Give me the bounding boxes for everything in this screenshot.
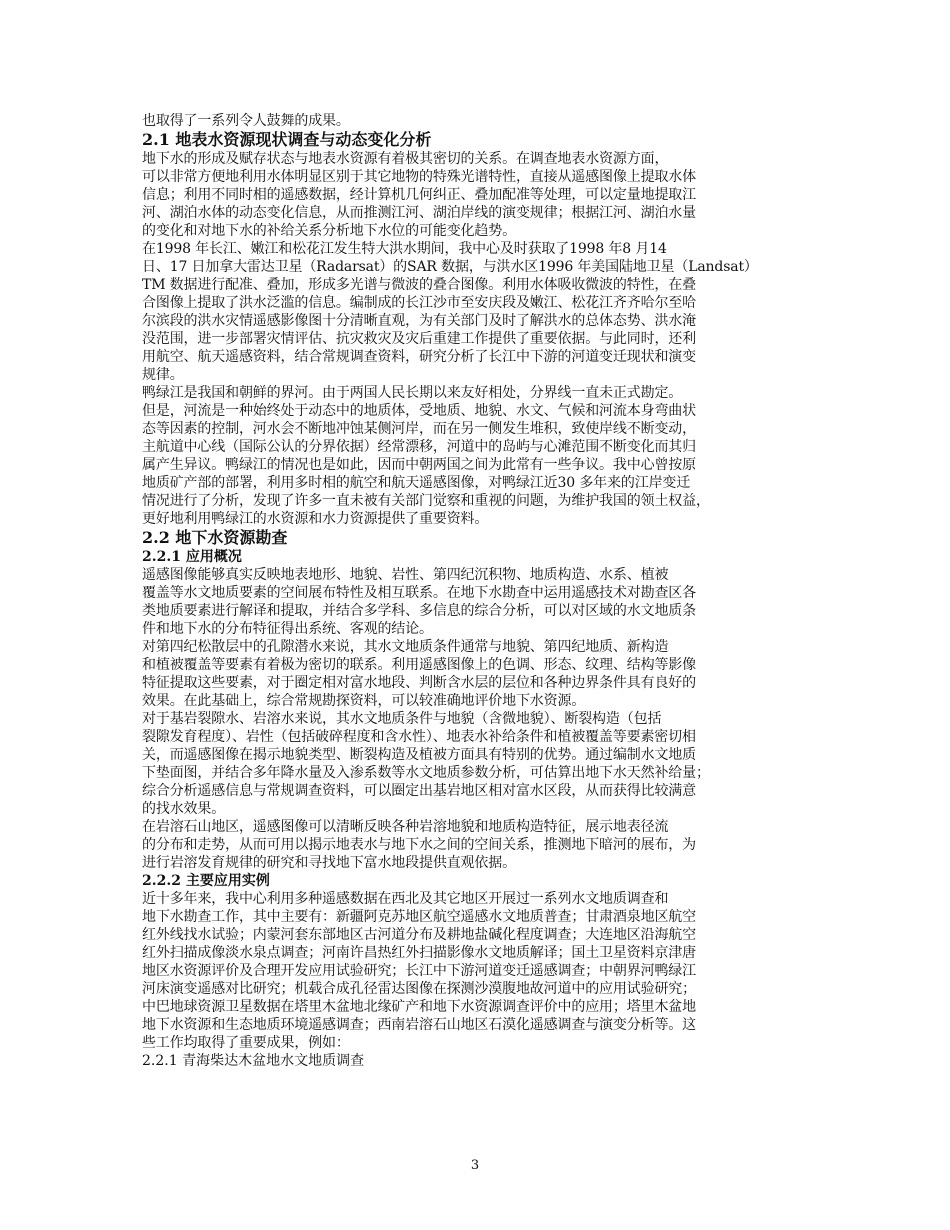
text-line: 地下水资源和生态地质环境遥感调查；西南岩溶石山地区石漠化遥感调查与演变分析等。这 [142, 1017, 696, 1033]
text-line: 红外扫描成像淡水泉点调查；河南许昌热红外扫描影像水文地质解译；国土卫星资料京津唐 [142, 945, 696, 961]
text-line: 近十多年来，我中心利用多种遥感数据在西北及其它地区开展过一系列水文地质调查和 [142, 891, 669, 907]
text-line: 的分布和走势，从而可用以揭示地表水与地下水之间的空间关系，推测地下暗河的展布，为 [142, 837, 696, 853]
text-line: 用航空、航天遥感资料，结合常规调查资料，研究分析了长江中下游的河道变迁现状和演变 [142, 349, 696, 365]
text-line: 信息；利用不同时相的遥感数据，经计算机几何纠正、叠加配准等处理，可以定量地提取江 [142, 187, 696, 203]
text-line: 综合分析遥感信息与常规调查资料，可以圈定出基岩地区相对富水区段，从而获得比较满意 [142, 783, 696, 799]
text-line: 裂隙发育程度）、岩性（包括破碎程度和含水性）、地表水补给条件和植被覆盖等要素密切相 [142, 729, 696, 745]
text-line: 进行岩溶发育规律的研究和寻找地下富水地段提供直观依据。 [142, 855, 516, 871]
text-line: 日、17 日加拿大雷达卫星（Radarsat）的SAR 数据，与洪水区1996 年美国陆地卫星（Landsat） [142, 259, 758, 275]
section-heading-2-1: 2.1 地表水资源现状调查与动态变化分析 [142, 130, 432, 149]
text-line: 也取得了一系列令人鼓舞的成果。 [142, 113, 350, 129]
text-line: 中巴地球资源卫星数据在塔里木盆地北缘矿产和地下水资源调查评价中的应用；塔里木盆地 [142, 999, 696, 1015]
text-line: 的找水效果。 [142, 801, 226, 817]
text-line: 更好地利用鸭绿江的水资源和水力资源提供了重要资料。 [142, 511, 489, 527]
text-line: 鸭绿江是我国和朝鲜的界河。由于两国人民长期以来友好相处，分界线一直未正式勘定。 [142, 385, 683, 401]
text-line: 合图像上提取了洪水泛滥的信息。编制成的长江沙市至安庆段及嫩江、松花江齐齐哈尔至哈 [142, 295, 696, 311]
text-line: 在岩溶石山地区，遥感图像可以清晰反映各种岩溶地貌和地质构造特征，展示地表径流 [142, 819, 669, 835]
text-line: 特征提取这些要素，对于圈定相对富水地段、判断含水层的层位和各种边界条件具有良好的 [142, 675, 696, 691]
text-line: 地下水勘查工作，其中主要有：新疆阿克苏地区航空遥感水文地质普查；甘肃酒泉地区航空 [142, 909, 696, 925]
text-line: 红外线找水试验；内蒙河套东部地区古河道分布及耕地盐碱化程度调查；大连地区沿海航空 [142, 927, 696, 943]
text-line: 河、湖泊水体的动态变化信息，从而推测江河、湖泊岸线的演变规律；根据江河、湖泊水量 [142, 205, 696, 221]
text-line: 态等因素的控制，河水会不断地冲蚀某侧河岸，而在另一侧发生堆积，致使岸线不断变动， [142, 421, 696, 437]
text-line: 主航道中心线（国际公认的分界依据）经常漂移，河道中的岛屿与心滩范围不断变化而其归 [142, 439, 696, 455]
text-line: 属产生异议。鸭绿江的情况也是如此，因而中朝两国之间为此常有一些争议。我中心曾按原 [142, 457, 696, 473]
document-body [142, 112, 812, 1070]
subsection-heading-qinghai: 2.2.1 青海柴达木盆地水文地质调查 [142, 1053, 365, 1069]
text-line: 可以非常方便地利用水体明显区别于其它地物的特殊光谱特性，直接从遥感图像上提取水体 [142, 169, 696, 185]
text-line: 河床演变遥感对比研究；机载合成孔径雷达图像在探测沙漠腹地故河道中的应用试验研究； [142, 981, 696, 997]
text-line: 但是，河流是一种始终处于动态中的地质体，受地质、地貌、水文、气候和河流本身弯曲状 [142, 403, 696, 419]
text-line: 覆盖等水文地质要素的空间展布特性及相互联系。在地下水勘查中运用遥感技术对勘查区各 [142, 585, 696, 601]
text-line: 对第四纪松散层中的孔隙潜水来说，其水文地质条件通常与地貌、第四纪地质、新构造 [142, 639, 669, 655]
text-line: 地区水资源评价及合理开发应用试验研究；长江中下游河道变迁遥感调查；中朝界河鸭绿江 [142, 963, 696, 979]
text-line: 对于基岩裂隙水、岩溶水来说，其水文地质条件与地貌（含微地貌）、断裂构造（包括 [142, 711, 662, 727]
text-line: 类地质要素进行解译和提取，并结合多学科、多信息的综合分析，可以对区域的水文地质条 [142, 603, 696, 619]
text-line: 遥感图像能够真实反映地表地形、地貌、岩性、第四纪沉积物、地质构造、水系、植被 [142, 567, 669, 583]
text-line: 情况进行了分析，发现了许多一直未被有关部门觉察和重视的问题，为维护我国的领土权益， [142, 493, 710, 509]
text-line: 的变化和对地下水的补给关系分析地下水位的可能变化趋势。 [142, 223, 516, 239]
text-line: TM 数据进行配准、叠加，形成多光谱与微波的叠合图像。利用水体吸收微波的特性，在叠 [142, 277, 696, 293]
text-line: 在1998 年长江、嫩江和松花江发生特大洪水期间，我中心及时获取了1998 年8 月14 [142, 241, 667, 257]
text-line: 尔滨段的洪水灾情遥感影像图十分清晰直观，为有关部门及时了解洪水的总体态势、洪水淹 [142, 313, 696, 329]
text-line: 下垫面图，并结合多年降水量及入渗系数等水文地质参数分析，可估算出地下水天然补给量； [142, 765, 710, 781]
subsection-heading-2-2-2: 2.2.2 主要应用实例 [142, 873, 270, 889]
text-line: 些工作均取得了重要成果，例如： [142, 1035, 350, 1051]
text-line: 没范围，进一步部署灾情评估、抗灾救灾及灾后重建工作提供了重要依据。与此同时，还利 [142, 331, 696, 347]
text-line: 件和地下水的分布特征得出系统、客观的结论。 [142, 621, 433, 637]
text-line: 效果。在此基础上，综合常规勘探资料，可以较准确地评价地下水资源。 [142, 693, 586, 709]
text-line: 和植被覆盖等要素有着极为密切的联系。利用遥感图像上的色调、形态、纹理、结构等影像 [142, 657, 696, 673]
section-heading-2-2: 2.2 地下水资源勘查 [142, 528, 288, 547]
page-number: 3 [470, 1158, 480, 1173]
text-line: 关，而遥感图像在揭示地貌类型、断裂构造及植被方面具有特别的优势。通过编制水文地质 [142, 747, 696, 763]
subsection-heading-2-2-1: 2.2.1 应用概况 [142, 549, 242, 565]
text-line: 地质矿产部的部署，利用多时相的航空和航天遥感图像，对鸭绿江近30 多年来的江岸变迁 [142, 475, 691, 491]
text-line: 地下水的形成及赋存状态与地表水资源有着极其密切的关系。在调查地表水资源方面， [142, 151, 669, 167]
text-line: 规律。 [142, 367, 184, 383]
